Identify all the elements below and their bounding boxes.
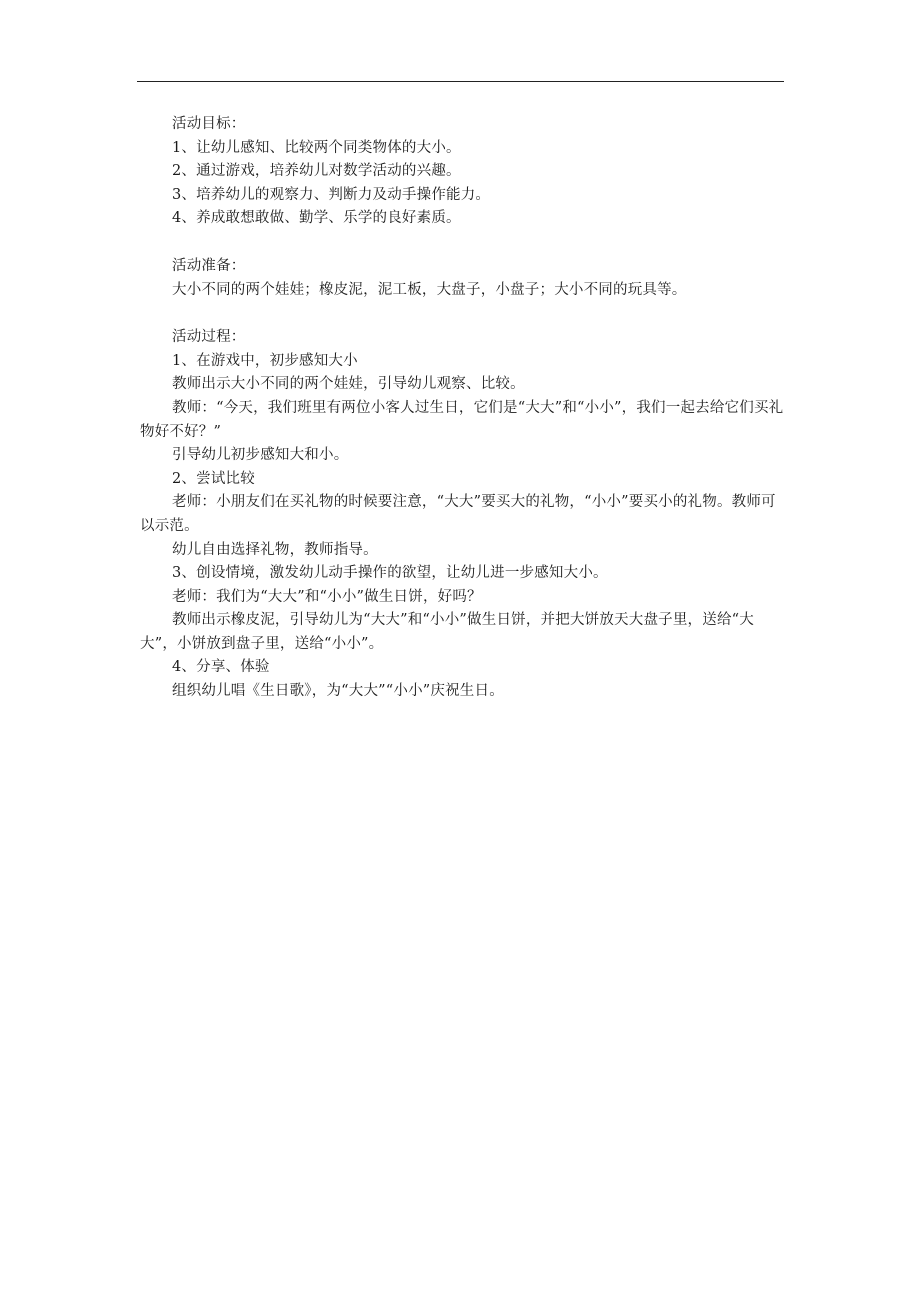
process-paragraph: 3、创设情境，激发幼儿动手操作的欲望，让幼儿进一步感知大小。	[172, 565, 608, 582]
document-body	[140, 113, 790, 704]
goal-item: 4、养成敢想敢做、勤学、乐学的良好素质。	[172, 210, 461, 227]
section-gap	[140, 302, 790, 326]
section-gap	[140, 231, 790, 255]
process-paragraph: 教师出示大小不同的两个娃娃，引导幼儿观察、比较。	[172, 376, 525, 393]
process-paragraph: 4、分享、体验	[172, 659, 270, 676]
process-paragraph: 教师：“今天，我们班里有两位小客人过生日，它们是“大大”和“小小”，我们一起去给它们买礼物好不好？”	[140, 399, 784, 440]
prep-text: 大小不同的两个娃娃；橡皮泥，泥工板，大盘子，小盘子；大小不同的玩具等。	[172, 281, 687, 298]
process-paragraph: 引导幼儿初步感知大和小。	[172, 447, 349, 464]
process-paragraph: 1、在游戏中，初步感知大小	[172, 352, 358, 369]
process-paragraph: 2、尝试比较	[172, 470, 255, 487]
header-rule	[137, 81, 784, 82]
goal-item: 1、让幼儿感知、比较两个同类物体的大小。	[172, 139, 461, 156]
prep-heading: 活动准备：	[172, 257, 246, 274]
goal-item: 2、通过游戏，培养幼儿对数学活动的兴趣。	[172, 163, 461, 180]
process-paragraph: 幼儿自由选择礼物，教师指导。	[172, 541, 378, 558]
goals-heading: 活动目标：	[172, 116, 246, 132]
process-paragraph: 老师：我们为“大大”和“小小”做生日饼，好吗？	[172, 588, 482, 605]
process-heading: 活动过程：	[172, 329, 246, 346]
process-paragraph: 教师出示橡皮泥，引导幼儿为“大大”和“小小”做生日饼，并把大饼放天大盘子里，送给“大大”，小饼放到盘子里，送给“小小”。	[140, 612, 754, 652]
goal-item: 3、培养幼儿的观察力、判断力及动手操作能力。	[172, 186, 491, 203]
process-paragraph: 组织幼儿唱《生日歌》，为“大大”“小小”庆祝生日。	[172, 683, 504, 700]
process-paragraph: 老师：小朋友们在买礼物的时候要注意，“大大”要买大的礼物，“小小”要买小的礼物。教师可以示范。	[140, 494, 776, 534]
